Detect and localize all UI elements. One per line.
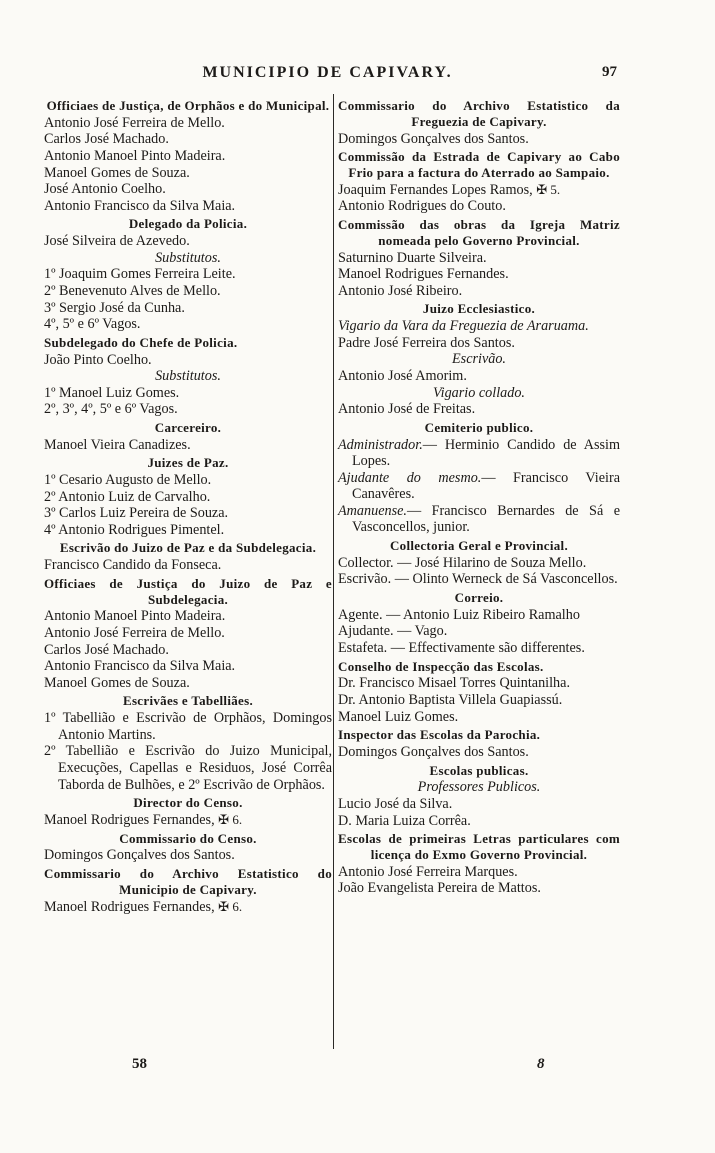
entry: Francisco Candido da Fonseca. <box>44 557 222 574</box>
entry: Antonio Rodrigues do Couto. <box>338 198 506 215</box>
entry: Manoel Rodrigues Fernandes. <box>338 266 509 283</box>
role: Ajudante do mesmo. <box>338 469 482 486</box>
section-heading: Officiaes de Justiça, de Orphãos e do Municipal. <box>46 98 330 113</box>
entry: João Pinto Coelho. <box>44 351 152 368</box>
entry <box>44 899 332 916</box>
entry-name: — Herminio Candido de Assim Lopes. <box>352 436 620 470</box>
entry: 2º Tabellião e Escrivão do Juizo Municipal, Execuções, Capellas e Residuos, José Corrêa Taborda de Bulhões, e 2º Escrivão de Orphãos. <box>44 743 332 793</box>
page-number: 97 <box>602 64 617 80</box>
entry: 1º Cesario Augusto de Mello. <box>44 472 212 489</box>
entry: Agente. — Antonio Luiz Ribeiro Ramalho <box>338 606 580 623</box>
entry: 1º Tabellião e Escrivão de Orphãos, Domingos Antonio Martins. <box>44 710 332 743</box>
column-divider <box>333 94 334 1049</box>
entry: Collector. — José Hilarino de Souza Mello. <box>338 554 587 571</box>
entry: 1º Joaquim Gomes Ferreira Leite. <box>44 266 236 283</box>
cross-icon: ✠ 6. <box>218 811 243 827</box>
entry: 4º Antonio Rodrigues Pimentel. <box>44 521 225 538</box>
entry: Domingos Gonçalves dos Santos. <box>44 847 235 864</box>
entry <box>338 503 620 536</box>
section-heading: Commissario do Archivo Estatistico do Municipio de Capivary. <box>44 865 332 897</box>
section-heading: Escrivão do Juizo de Paz e da Subdelegacia. <box>59 540 317 556</box>
left-column <box>44 96 332 915</box>
footer-left-number: 58 <box>132 1056 147 1072</box>
entry: Saturnino Duarte Silveira. <box>338 249 487 266</box>
footer-signature-mark: 8 <box>537 1056 545 1072</box>
entry-name: Joaquim Fernandes Lopes Ramos, <box>338 181 533 198</box>
section-heading: Director do Censo. <box>133 795 243 811</box>
entry: Manoel Gomes de Souza. <box>44 164 190 181</box>
section-heading: Officiaes de Justiça do Juizo de Paz e Subdelegacia. <box>44 575 332 607</box>
entry: Dr. Francisco Misael Torres Quintanilha. <box>338 675 570 692</box>
subheading: Substitutos. <box>155 368 221 385</box>
entry: 1º Manoel Luiz Gomes. <box>44 384 180 401</box>
cross-icon: ✠ 5. <box>536 181 561 197</box>
entry <box>338 470 620 503</box>
section-heading: Conselho de Inspecção das Escolas. <box>338 658 544 674</box>
section-heading: Commissario do Censo. <box>119 830 257 846</box>
entry: João Evangelista Pereira de Mattos. <box>338 880 541 897</box>
entry: Carlos José Machado. <box>44 641 169 658</box>
entry: Antonio Manoel Pinto Madeira. <box>44 147 226 164</box>
entry-name: — Francisco Vieira Canavêres. <box>352 469 620 503</box>
section-heading: Delegado da Policia. <box>128 216 248 232</box>
entry: Padre José Ferreira dos Santos. <box>338 334 515 351</box>
section-heading: Escolas de primeiras Letras particulares com licença do Exmo Governo Provincial. <box>338 831 620 862</box>
entry: D. Maria Luiza Corrêa. <box>338 812 471 829</box>
entry: Carlos José Machado. <box>44 131 169 148</box>
entry: 2º Benevenuto Alves de Mello. <box>44 282 221 299</box>
entry: José Antonio Coelho. <box>44 181 166 198</box>
entry-name: Manoel Rodrigues Fernandes, <box>44 898 215 915</box>
entry: Antonio José Ferreira Marques. <box>338 863 518 880</box>
subheading: Substitutos. <box>155 249 221 266</box>
section-heading: Inspector das Escolas da Parochia. <box>338 727 541 743</box>
entry-name: — Francisco Bernardes de Sá e Vasconcellos, junior. <box>352 502 620 536</box>
right-column <box>338 96 620 897</box>
subheading: Escrivão. <box>452 351 506 368</box>
entry: Escrivão. — Olinto Werneck de Sá Vasconcellos. <box>338 571 618 588</box>
entry: Antonio Francisco da Silva Maia. <box>44 197 236 214</box>
subheading: Professores Publicos. <box>417 779 541 796</box>
entry: José Silveira de Azevedo. <box>44 233 190 250</box>
section-heading: Subdelegado do Chefe de Policia. <box>44 334 238 350</box>
cross-icon: ✠ 6. <box>218 898 243 914</box>
entry: Manoel Gomes de Souza. <box>44 674 190 691</box>
entry: 3º Sergio José da Cunha. <box>44 299 185 316</box>
section-heading: Escolas publicas. <box>429 762 529 778</box>
entry <box>338 437 620 470</box>
section-heading: Escrivães e Tabelliães. <box>122 693 254 709</box>
entry: Estafeta. — Effectivamente são differentes. <box>338 640 585 657</box>
entry: 2º, 3º, 4º, 5º e 6º Vagos. <box>44 401 178 418</box>
entry: Manoel Vieira Canadizes. <box>44 436 191 453</box>
role: Administrador. <box>338 436 423 453</box>
section-heading: Commissão da Estrada de Capivary ao Cabo Frio para a factura do Aterrado ao Sampaio. <box>338 149 620 180</box>
entry: Manoel Luiz Gomes. <box>338 708 459 725</box>
section-heading: Carcereiro. <box>154 419 222 435</box>
section-heading: Commissão das obras da Igreja Matriz nomeada pelo Governo Provincial. <box>338 216 620 248</box>
entry: Antonio José Ferreira de Mello. <box>44 625 225 642</box>
entry: Antonio Manoel Pinto Madeira. <box>44 608 226 625</box>
entry: Antonio José Amorim. <box>338 367 467 384</box>
entry: Ajudante. — Vago. <box>338 623 448 640</box>
section-heading: Commissario do Archivo Estatistico da Freguezia de Capivary. <box>338 98 620 129</box>
entry: Antonio José de Freitas. <box>338 401 476 418</box>
entry: Domingos Gonçalves dos Santos. <box>338 744 529 760</box>
entry: 4º, 5º e 6º Vagos. <box>44 316 141 333</box>
section-heading: Correio. <box>454 590 504 606</box>
entry: Domingos Gonçalves dos Santos. <box>338 130 529 147</box>
running-header: MUNICIPIO DE CAPIVARY. <box>202 64 453 81</box>
entry: Antonio José Ferreira de Mello. <box>44 114 225 131</box>
entry: Antonio José Ribeiro. <box>338 282 463 299</box>
entry <box>44 812 332 829</box>
entry-name: Manoel Rodrigues Fernandes, <box>44 811 215 828</box>
entry: 3º Carlos Luiz Pereira de Souza. <box>44 505 229 522</box>
section-heading: Cemiterio publico. <box>424 419 534 435</box>
subheading: Vigario collado. <box>433 384 525 401</box>
section-heading: Collectoria Geral e Provincial. <box>389 538 568 554</box>
entry: Lucio José da Silva. <box>338 795 453 812</box>
section-heading: Juizes de Paz. <box>147 455 229 471</box>
role: Amanuense. <box>338 502 407 519</box>
entry: Antonio Francisco da Silva Maia. <box>44 658 236 675</box>
entry: Dr. Antonio Baptista Villela Guapiassú. <box>338 692 563 709</box>
role-line: Vigario da Vara da Freguezia de Araruama. <box>338 318 589 335</box>
section-heading: Juizo Ecclesiastico. <box>422 301 536 317</box>
entry <box>338 182 620 199</box>
entry: 2º Antonio Luiz de Carvalho. <box>44 488 211 505</box>
